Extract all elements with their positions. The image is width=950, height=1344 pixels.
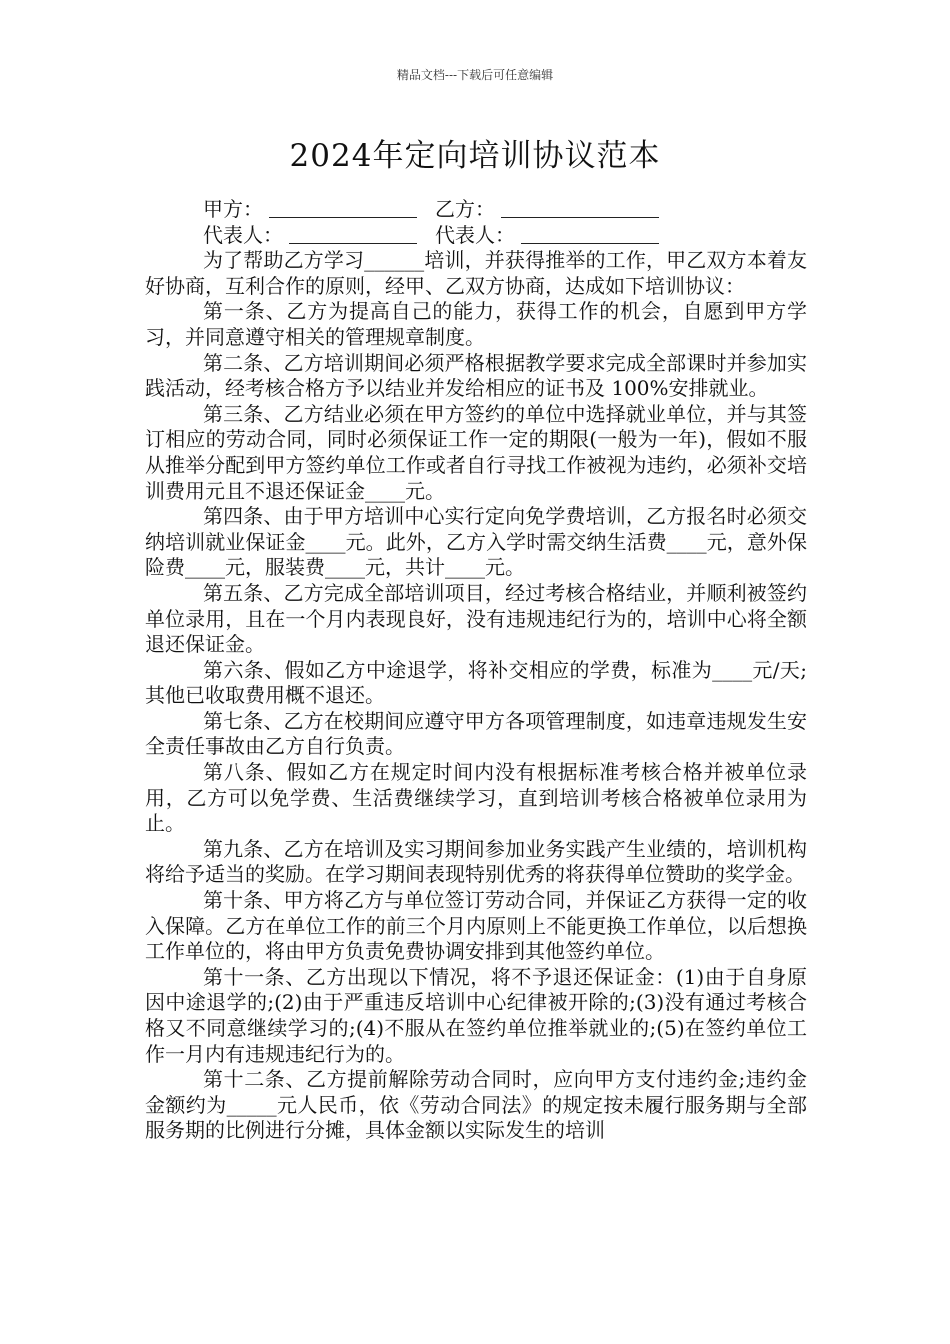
- clause-9: 第九条、乙方在培训及实习期间参加业务实践产生业绩的，培训机构将给予适当的奖励。在学习期间表现特别优秀的将获得单位赞助的奖学金。: [145, 836, 807, 887]
- rep-a-blank: [289, 225, 417, 244]
- clause-6: 第六条、假如乙方中途退学，将补交相应的学费，标准为____元/天;其他已收取费用概不退还。: [145, 657, 807, 708]
- preamble-paragraph: 为了帮助乙方学习______培训，并获得推举的工作，甲乙双方本着友好协商，互利合作的原则，经甲、乙双方协商，达成如下培训协议：: [145, 248, 807, 298]
- party-row: [145, 197, 807, 223]
- party-a-blank: [269, 199, 417, 218]
- clause-3: 第三条、乙方结业必须在甲方签约的单位中选择就业单位，并与其签订相应的劳动合同，同时必须保证工作一定的期限(一般为一年)，假如不服从推举分配到甲方签约单位工作或者自行寻找工作被视为违约，必须补交培训费用元且不退还保证金____元。: [145, 401, 807, 503]
- clause-10: 第十条、甲方将乙方与单位签订劳动合同，并保证乙方获得一定的收入保障。乙方在单位工作的前三个月内原则上不能更换工作单位，以后想换工作单位的，将由甲方负责免费协调安排到其他签约单位。: [145, 888, 807, 964]
- clause-11: 第十一条、乙方出现以下情况，将不予退还保证金：(1)由于自身原因中途退学的;(2)由于严重违反培训中心纪律被开除的;(3)没有通过考核合格又不同意继续学习的;(4)不服从在签约单位推举就业的;(5)在签约单位工作一月内有违规违纪行为的。: [145, 964, 807, 1066]
- party-b-label: 乙方：: [435, 197, 495, 221]
- document-body: [145, 197, 807, 1144]
- rep-a-label: 代表人：: [203, 222, 283, 247]
- clause-5: 第五条、乙方完成全部培训项目，经过考核合格结业，并顺利被签约单位录用，且在一个月内表现良好，没有违规违纪行为的，培训中心将全额退还保证金。: [145, 580, 807, 657]
- clause-7: 第七条、乙方在校期间应遵守甲方各项管理制度，如违章违规发生安全责任事故由乙方自行负责。: [145, 708, 807, 759]
- representative-row: [145, 223, 807, 249]
- header-note: 精品文档---下载后可任意编辑: [396, 68, 554, 82]
- clause-2: 第二条、乙方培训期间必须严格根据教学要求完成全部课时并参加实践活动，经考核合格方予以结业并发给相应的证书及 100%安排就业。: [145, 350, 807, 401]
- clause-12: 第十二条、乙方提前解除劳动合同时，应向甲方支付违约金;违约金金额约为_____元人民币，依《劳动合同法》的规定按未履行服务期与全部服务期的比例进行分摊，具体金额以实际发生的培训: [145, 1067, 807, 1143]
- rep-b-label: 代表人：: [435, 222, 515, 247]
- rep-b-blank: [521, 225, 659, 244]
- party-a-label: 甲方：: [203, 197, 263, 221]
- document-title: 2024年定向培训协议范本: [289, 138, 661, 174]
- party-b-blank: [501, 199, 659, 218]
- clause-1: 第一条、乙方为提高自己的能力，获得工作的机会，自愿到甲方学习，并同意遵守相关的管理规章制度。: [145, 299, 807, 349]
- clause-4: 第四条、由于甲方培训中心实行定向免学费培训，乙方报名时必须交纳培训就业保证金____元。此外，乙方入学时需交纳生活费____元，意外保险费____元，服装费____元，共计____元。: [145, 504, 807, 580]
- clause-8: 第八条、假如乙方在规定时间内没有根据标准考核合格并被单位录用，乙方可以免学费、生活费继续学习，直到培训考核合格被单位录用为止。: [145, 760, 807, 836]
